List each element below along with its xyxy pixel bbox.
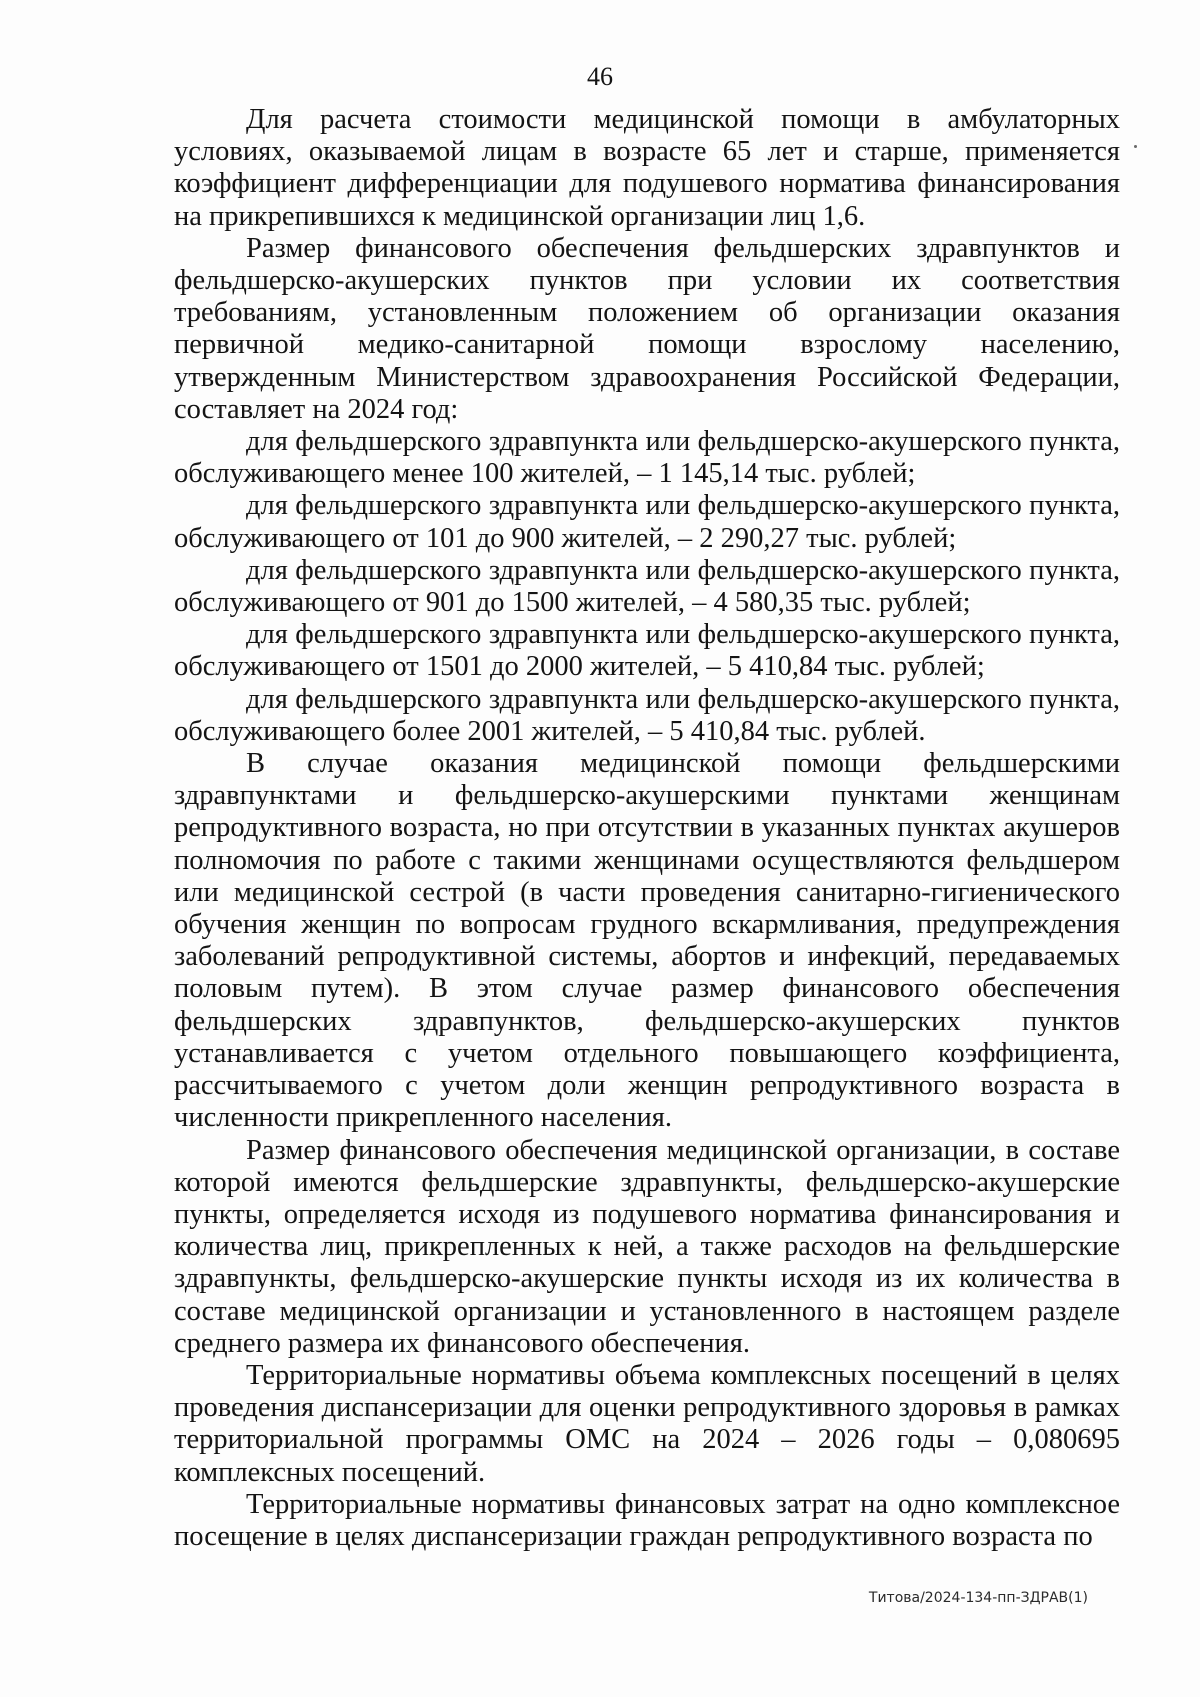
paragraph-reproductive-age-women: В случае оказания медицинской помощи фельдшерскими здравпунктами и фельдшерско-акушерскими пунктами женщинам репродуктивного возраста, но при отсутствии в указанных пунктах акушеров полномочия по работе с такими женщинами осуществляются фельдшером или медицинской сестрой (в части проведения санитарно-гигиенического обучения женщин по вопросам грудного вскармливания, предупреждения заболеваний репродуктивной системы, абортов и инфекций, передаваемых половым путем). В этом случае размер финансового обеспечения фельдшерских здравпунктов, фельдшерско-акушерских пунктов устанавливается с учетом отдельного повышающего коэффициента, рассчитываемого с учетом доли женщин репродуктивного возраста в численности прикрепленного населения. (174, 748, 1120, 1134)
paragraph-visit-volume-norms: Территориальные нормативы объема комплексных посещений в целях проведения диспансеризации для оценки репродуктивного здоровья в рамках территориальной программы ОМС на 2024 – 2026 годы – 0,080695 комплексных посещений. (174, 1359, 1120, 1488)
paragraph-fap-funding-intro: Размер финансового обеспечения фельдшерских здравпунктов и фельдшерско-акушерских пунктов при условии их соответствия требованиям, установленным положением об организации оказания первичной медико-санитарной помощи взрослому населению, утвержденным Министерством здравоохранения Российской Федерации, составляет на 2024 год: (174, 232, 1120, 425)
paragraph-fap-1501-2000: для фельдшерского здравпункта или фельдшерско-акушерского пункта, обслуживающего от 1501 до 2000 жителей, – 5 410,84 тыс. рублей; (174, 619, 1120, 683)
page-number: 46 (587, 62, 613, 91)
paragraph-coefficient-65-plus: Для расчета стоимости медицинской помощи в амбулаторных условиях, оказываемой лицам в возрасте 65 лет и старше, применяется коэффициент дифференциации для подушевого норматива финансирования на прикрепившихся к медицинской организации лиц 1,6. (174, 104, 1120, 232)
paragraph-visit-cost-norms: Территориальные нормативы финансовых затрат на одно комплексное посещение в целях диспансеризации граждан репродуктивного возраста по (174, 1488, 1120, 1552)
paragraph-fap-101-900: для фельдшерского здравпункта или фельдшерско-акушерского пункта, обслуживающего от 101 до 900 жителей, – 2 290,27 тыс. рублей; (174, 490, 1120, 554)
document-registration-code: Титова/2024-134-пп-ЗДРАВ(1) (868, 1590, 1088, 1606)
paragraph-fap-901-1500: для фельдшерского здравпункта или фельдшерско-акушерского пункта, обслуживающего от 901 до 1500 жителей, – 4 580,35 тыс. рублей; (174, 554, 1120, 619)
document-body (174, 104, 1120, 1553)
scan-speck (1134, 145, 1137, 148)
paragraph-fap-under-100: для фельдшерского здравпункта или фельдшерско-акушерского пункта, обслуживающего менее 100 жителей, – 1 145,14 тыс. рублей; (174, 426, 1120, 490)
paragraph-organization-funding: Размер финансового обеспечения медицинской организации, в составе которой имеются фельдшерские здравпункты, фельдшерско-акушерские пункты, определяется исходя из подушевого норматива финансирования и количества лиц, прикрепленных к ней, а также расходов на фельдшерские здравпункты, фельдшерско-акушерские пункты исходя из их количества в составе медицинской организации и установленного в настоящем разделе среднего размера их финансового обеспечения. (174, 1134, 1120, 1359)
paragraph-fap-over-2001: для фельдшерского здравпункта или фельдшерско-акушерского пункта, обслуживающего более 2001 жителей, – 5 410,84 тыс. рублей. (174, 683, 1120, 747)
